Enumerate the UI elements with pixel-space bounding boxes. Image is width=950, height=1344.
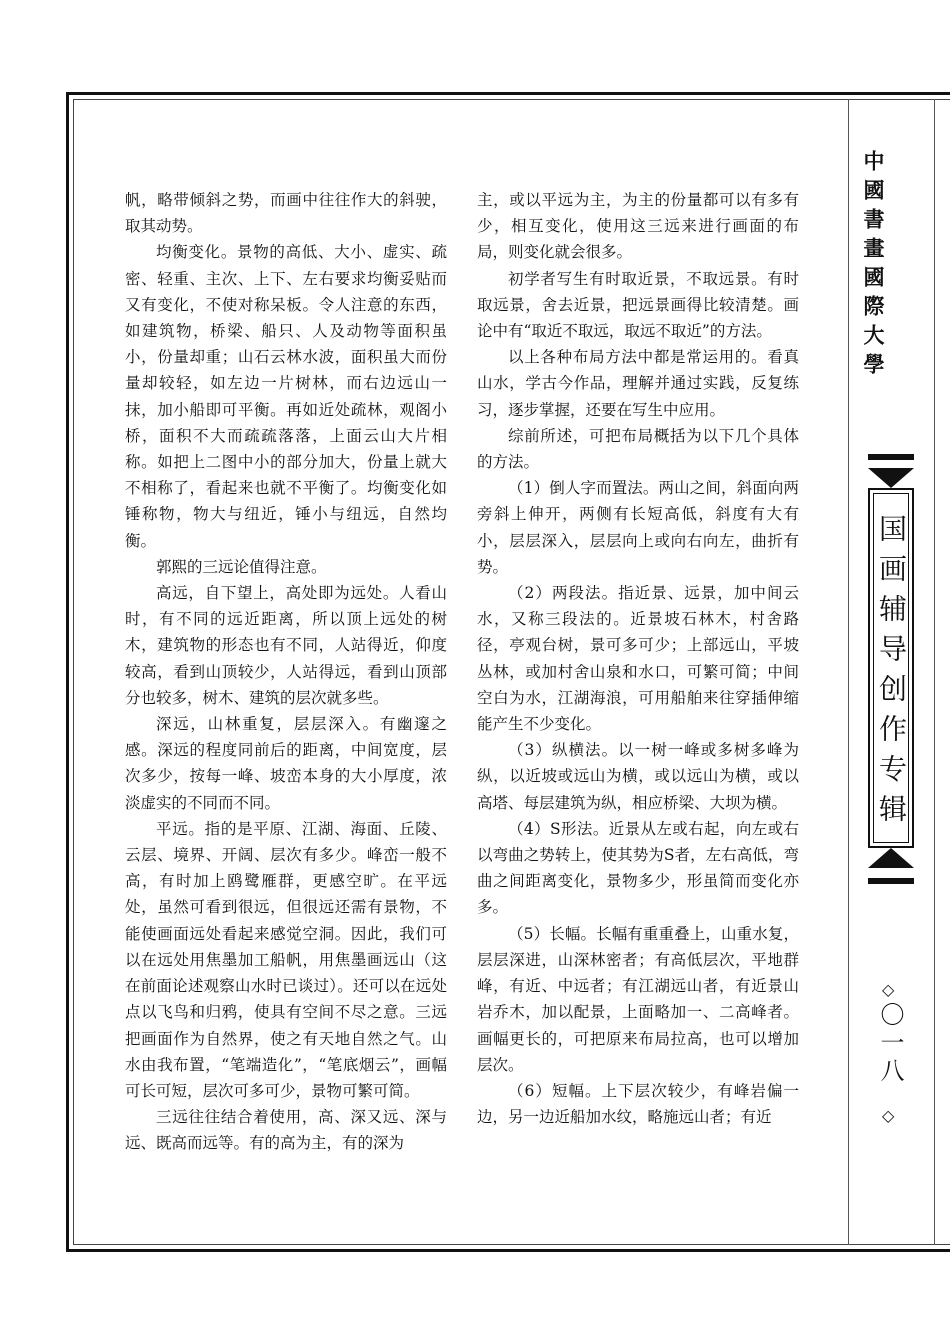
paragraph: 主，或以平远为主，为主的份量都可以有多有少，相互变化，使用这三远来进行画面的布局，则变化就会很多。 (477, 191, 799, 262)
paragraph: 三远往往结合着使用，高、深又远、深与远、既高而远等。有的高为主，有的深为 (125, 1108, 447, 1153)
banner-bar-bottom (868, 878, 914, 884)
paragraph: （1）倒人字而置法。两山之间，斜面向两旁斜上伸开，两侧有长短高低，斜度有大有小，层层深入，层层向上或向右向左，曲折有势。 (477, 479, 799, 576)
banner-ornament-top (868, 468, 914, 488)
paragraph: 初学者写生有时取近景，不取远景。有时取远景，舍去近景，把远景画得比较清楚。画论中有“取近不取远，取远不取近”的方法。 (477, 269, 799, 341)
paragraph: 郭熙的三远论值得注意。 (156, 557, 327, 576)
right-text-column (477, 187, 799, 1130)
diamond-icon: ◇ (882, 1106, 895, 1125)
page-number: 〇一八 (876, 1002, 904, 1086)
sidebar-divider-left (848, 99, 849, 1245)
paragraph: 帆，略带倾斜之势，而画中往往作大的斜驶，取其动势。 (125, 191, 447, 236)
paragraph: （4）S形法。近景从左或右起，向左或右以弯曲之势转上，使其势为S者，左右高低，弯曲之间距离变化，景物多少，形虽简而变化亦多。 (477, 819, 799, 917)
paragraph: （5）长幅。长幅有重重叠上，山重水复，层层深进，山深林密者；有高低层次，平地群峰，有近、中远者；有江湖远山者，有近景山岩乔木，加以配景，上面略加一、二高峰者。画幅更长的，可把原来布局拉高，也可以增加层次。 (477, 924, 799, 1074)
banner-bar-top (868, 454, 914, 460)
paragraph: （2）两段法。指近景、远景，加中间云水，又称三段法的。近景坡石林木，村舍路径，亭观台树，景可多可少；上部远山，平坡丛林，或加村舍山泉和水口，可繁可简；中间空白为水，江湖海浪，可用船舶来往穿插伸缩能产生不少变化。 (477, 584, 799, 734)
paragraph: 高远，自下望上，高处即为远处。人看山时，有不同的远近距离，所以顶上远处的树木，建筑物的形态也有不同，人站得近，仰度较高，看到山顶较少，人站得远，看到山顶部分也较多，树木、建筑的层次就多些。 (125, 584, 447, 707)
paragraph: （3）纵横法。以一树一峰或多树多峰为纵，以近坡或远山为横，或以远山为横，或以高塔、每层建筑为纵，相应桥梁、大坝为横。 (477, 741, 799, 812)
banner-title: 国画辅导创作专辑 (875, 514, 908, 834)
diamond-icon: ◇ (882, 980, 895, 999)
paragraph: 综前所述，可把布局概括为以下几个具体的方法。 (477, 426, 799, 472)
paragraph: 平远。指的是平原、江湖、海面、丘陵、云层、境界、开阔、层次有多少。峰峦一般不高，有时加上鸥鹭雁群，更感空旷。在平远处，虽然可看到很远，但很远还需有景物，不能使画面远处看起来感觉空洞。因此，我们可以在远处用焦墨加工船帆，用焦墨画远山（这在前面论述观察山水时已谈过）。还可以在远处点以飞鸟和归鸦，使具有空间不尽之意。三远把画面作为自然界，使之有天地自然之气。山水由我布置，“笔端造化”，“笔底烟云”，画幅可长可短，层次可多可少，景物可繁可简。 (125, 819, 447, 1100)
paragraph: （6）短幅。上下层次较少，有峰岩偏一边，另一边近船加水纹，略施远山者；有近 (477, 1081, 799, 1127)
banner-ornament-bottom (868, 848, 914, 868)
left-text-column (125, 187, 447, 1157)
publisher-brand: 中國書畫國際大學 (861, 150, 886, 382)
sidebar-divider-right (934, 99, 935, 1245)
paragraph: 均衡变化。景物的高低、大小、虚实、疏密、轻重、主次、上下、左右要求均衡妥贴而又有变化，不使对称呆板。令人注意的东西，如建筑物，桥梁、船只、人及动物等面积虽小，份量却重；山石云林水波，面积虽大而份量却较轻，如左边一片树林，而右边远山一抹，加小船即可平衡。再如近处疏林，观阁小桥，面积不大而疏疏落落，上面云山大片相称。如把上二图中小的部分加大，份量上就大不相称了，看起来也就不平衡了。均衡变化如锤称物，物大与纽近，锤小与纽远，自然均衡。 (125, 243, 447, 550)
paragraph: 以上各种布局方法中都是常运用的。看真山水，学古今作品，理解并通过实践，反复练习，逐步掌握，还要在写生中应用。 (477, 348, 799, 419)
paragraph: 深远，山林重复，层层深入。有幽邃之感。深远的程度同前后的距离，中间宽度，层次多少，按每一峰、坡峦本身的大小厚度，浓淡虚实的不同而不同。 (125, 715, 447, 812)
